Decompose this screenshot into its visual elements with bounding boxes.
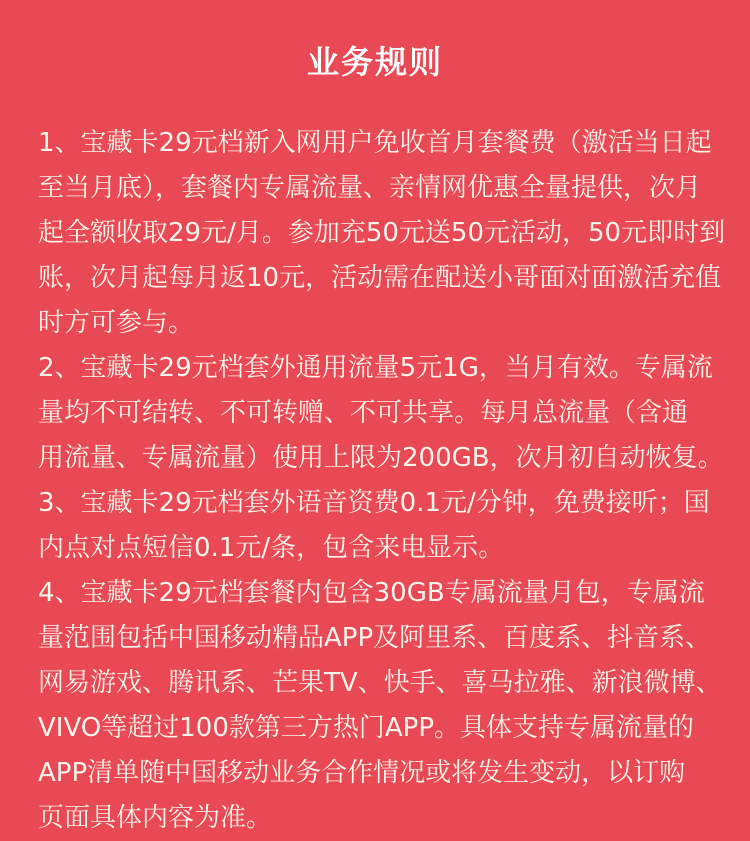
rule-item-1 — [38, 121, 726, 346]
rule-1-line-3: 起全额收取29元/月。参加充50元送50元活动，50元即时到 — [38, 218, 726, 248]
rule-item-4 — [38, 571, 722, 841]
rule-3-line-1: 3、宝藏卡29元档套外语音资费0.1元/分钟，免费接听；国 — [38, 488, 710, 518]
rule-1-line-1: 1、宝藏卡29元档新入网用户免收首月套餐费（激活当日起 — [38, 128, 712, 158]
rule-3-line-2: 内点对点短信0.1元/条，包含来电显示。 — [38, 533, 505, 563]
rule-1-line-2: 至当月底），套餐内专属流量、亲情网优惠全量提供，次月 — [38, 173, 702, 203]
rule-4-line-1: 4、宝藏卡29元档套餐内包含30GB专属流量月包，专属流 — [38, 578, 705, 608]
rules-list — [0, 121, 750, 841]
rule-4-line-3: 网易游戏、腾讯系、芒果TV、快手、喜马拉雅、新浪微博、 — [38, 668, 722, 698]
rule-4-line-5: APP清单随中国移动业务合作情况或将发生变动，以订购 — [38, 758, 686, 788]
rule-4-line-2: 量范围包括中国移动精品APP及阿里系、百度系、抖音系、 — [38, 623, 712, 653]
rule-2-line-3: 用流量、专属流量）使用上限为200GB，次月初自动恢复。 — [38, 443, 724, 473]
rule-item-2 — [38, 346, 724, 481]
page-title: 业务规则 — [306, 43, 443, 81]
rule-4-line-6: 页面具体内容为准。 — [38, 803, 273, 833]
rule-4-line-4: VIVO等超过100款第三方热门APP。具体支持专属流量的 — [38, 713, 695, 743]
rule-2-line-2: 量均不可结转、不可转赠、不可共享。每月总流量（含通 — [38, 398, 689, 428]
rule-1-line-5: 时方可参与。 — [38, 308, 195, 338]
rule-item-3 — [38, 481, 712, 571]
rule-1-line-4: 账，次月起每月返10元，活动需在配送小哥面对面激活充值 — [38, 263, 722, 293]
rule-2-line-1: 2、宝藏卡29元档套外通用流量5元1G，当月有效。专属流 — [38, 353, 713, 383]
